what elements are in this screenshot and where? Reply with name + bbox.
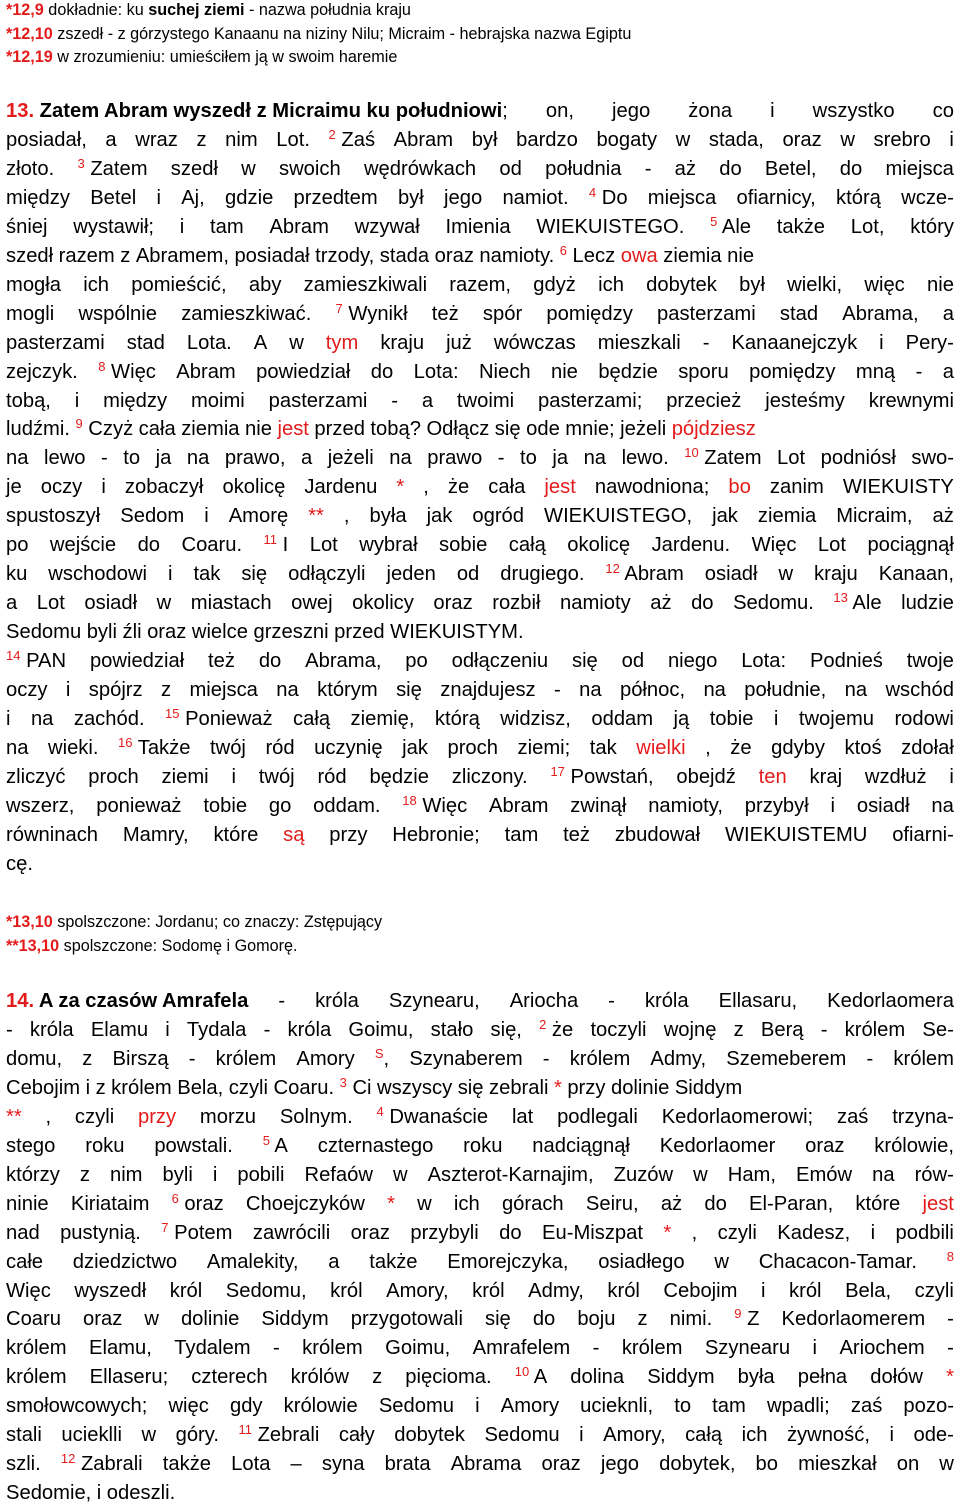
- footnote-ref: **13,10: [6, 936, 60, 955]
- footnote-ref: *12,19: [6, 48, 53, 67]
- footnote-12-19: *12,19 w zrozumieniu: umieściłem ją w swoim haremie: [6, 48, 398, 67]
- footnote-ref: *12,9: [6, 1, 44, 19]
- footnotes-chapter-12: [6, 0, 954, 70]
- chapter-13-number: 13.: [6, 100, 35, 122]
- footnote-13-10-b: **13,10 spolszczone: Sodomę i Gomorę.: [6, 936, 298, 955]
- chapter-14-text: 14. A za czasów Amrafela - króla Szynearu, Ariocha - króla Ellasaru, Kedorlaomera - króla Elamu i Tydala - króla Goimu, stało się, $^2$ że toczyli wojnę z Berą - królem Se- domu, z Birszą - królem Amory $^S$, Szynaberem - królem Admy, Szemeberem - królem Cebojim i z królem Bela, czyli Coaru. $^3$ Ci wszyscy się zebrali * przy dolinie Siddym ** , czyli przy morzu Solnym. $^4$ Dwanaście lat podlegali Kedorlaomerowi; zaś trzyna- stego roku powstali. $^5$ A czternastego roku nadciągnął Kedorlaomer oraz królowie, którzy z nim byli i pobili Refaów w Aszterot-Karnajim, Zuzów w Ham, Emów na rów- ninie Kiriataim $^6$ oraz Choejczyków * w ich górach Seiru, aż do El-Paran, które jest nad pustynią. $^7$ Potem zawrócili oraz przybyli do Eu-Miszpat * , czyli Kadesz, i podbili całe dziedzictwo Amalekity, a także Emorejczyka, osiadłego w Chacacon-Tamar. $^8$ Więc wyszedł król Sedomu, król Amory, król Admy, król Cebojim i król Bela, czyli Coaru oraz w dolinie Siddym przygotowali się do boju z nimi. $^9$ Z Kedorlaomerem - królem Elamu, Tydalem - królem Goimu, Amrafelem - królem Szynearu i Ariochem - królem Ellaseru; czterech królów z pięcioma. $^{10}$ A dolina Siddym była pełna dołów * smołowcowych; więc gdy królowie Sedomu i Amory ucieknli, to tam wpadli; zaś pozo- stali ucieklli w góry. $^{11}$ Zebrali cały dobytek Sedomu i Amory, całą ich żywność, i ode- szli. $^{12}$ Zabrali także Lota – syna brata Abrama oraz jego dobytek, bo mieszkał on w Sedomie, i odeszli.: [6, 990, 954, 1505]
- chapter-14-number: 14.: [6, 990, 35, 1012]
- footnote-ref: *13,10: [6, 913, 53, 931]
- footnote-ref: *12,10: [6, 24, 53, 43]
- footnote-12-10: *12,10 zszedł - z górzystego Kanaanu na niziny Nilu; Micraim - hebrajska nazwa Egiptu: [6, 24, 632, 43]
- footnotes-chapter-13: [6, 911, 954, 958]
- footnote-13-10-a: *13,10 spolszczone: Jordanu; co znaczy: Zstępujący: [6, 913, 383, 931]
- footnote-12-9: *12,9 dokładnie: ku suchej ziemi - nazwa południa kraju: [6, 1, 411, 19]
- chapter-13-text: 13. Zatem Abram wyszedł z Micraimu ku południowi; on, jego żona i wszystko co posiadał, a wraz z nim Lot. $^2$ Zaś Abram był bardzo bogaty w stada, oraz w srebro i złoto. $^3$ Zatem szedł w swoich wędrówkach od południa - aż do Betel, do miejsca między Betel i Aj, gdzie przedtem był jego namiot. $^4$ Do miejsca ofiarnicy, którą wcze- śniej wystawił; i tam Abram wzywał Imienia WIEKUISTEGO. $^5$ Ale także Lot, który szedł razem z Abramem, posiadał trzody, stada oraz namioty. $^6$ Lecz owa ziemia nie mogła ich pomieścić, aby zamieszkiwali razem, gdyż ich dobytek był wielki, więc nie mogli wspólnie zamieszkiwać. $^7$ Wynikł też spór pomiędzy pasterzami stad Abrama, a pasterzami stad Lota. A w tym kraju już wówczas mieszkali - Kanaanejczyk i Pery- zejczyk. $^8$ Więc Abram powiedział do Lota: Niech nie będzie sporu pomiędzy mną - a tobą, i między moimi pasterzami - a twoimi pasterzami; przecież jesteśmy krewnymi ludźmi. $^9$ Czyż cała ziemia nie jest przed tobą? Odłącz się ode mnie; jeżeli pójdziesz na lewo - to ja na prawo, a jeżeli na prawo - to ja na lewo. $^{10}$ Zatem Lot podniósł swo- je oczy i zobaczył okolicę Jardenu * , że cała jest nawodniona; bo zanim WIEKUISTY spustoszył Sedom i Amorę ** , była jak ogród WIEKUISTEGO, jak ziemia Micraim, aż po wejście do Coaru. $^{11}$ I Lot wybrał sobie całą okolicę Jardenu. Więc Lot pociągnął ku wschodowi i tak się odłączyli jeden od drugiego. $^{12}$ Abram osiadł w kraju Kanaan, a Lot osiadł w miastach owej okolicy oraz rozbił namioty aż do Sedomu. $^{13}$ Ale ludzie Sedomu byli źli oraz wielce grzeszni przed WIEKUISTYM. $^{14}$ PAN powiedział też do Abrama, po odłączeniu się od niego Lota: Podnieś twoje oczy i spójrz z miejsca na którym się znajdujesz - na północ, na południe, na wschód i na zachód. $^{15}$ Ponieważ całą ziemię, którą widzisz, oddam ją tobie i twojemu rodowi na wieki. $^{16}$ Także twój ród uczynię jak proch ziemi; tak wielki , że gdyby ktoś zdołał zliczyć proch ziemi i twój ród będzie zliczony. $^{17}$ Powstań, obejdź ten kraj wzdłuż i wszerz, ponieważ tobie go oddam. $^{18}$ Więc Abram zwinął namioty, przybył i osiadł na równinach Mamry, które są przy Hebronie; tam też zbudował WIEKUISTEMU ofiarni- cę.: [6, 100, 954, 875]
